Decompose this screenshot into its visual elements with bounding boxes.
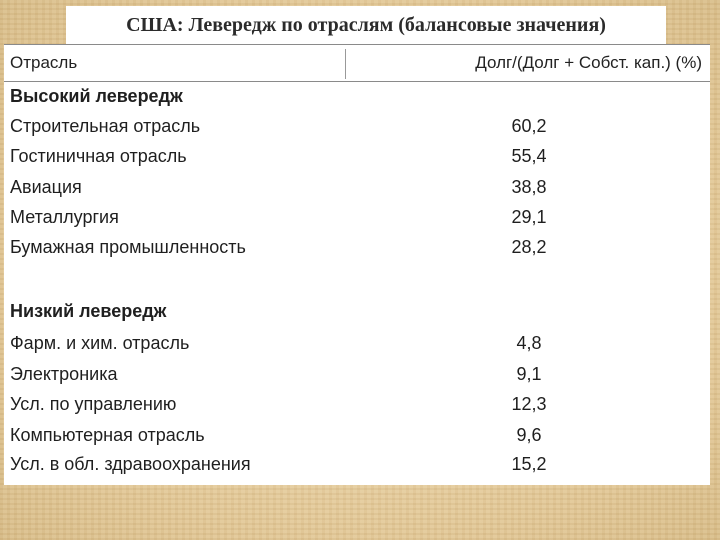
- ratio-value: 28,2: [511, 237, 547, 257]
- section-high-leverage: [4, 82, 710, 112]
- ratio-value: 4,8: [516, 333, 542, 353]
- table-row: [4, 360, 710, 390]
- industry-name: Строительная отрасль: [10, 116, 201, 136]
- slide-title-text: США: Левередж по отраслям (балансовые значения): [126, 13, 606, 36]
- ratio-value: 60,2: [511, 116, 547, 136]
- table-row: [4, 112, 710, 142]
- ratio-value: 38,8: [511, 177, 547, 197]
- header-ratio: Долг/(Долг + Собст. кап.) (%): [475, 53, 702, 72]
- ratio-value: 9,6: [516, 425, 542, 445]
- industry-name: Компьютерная отрасль: [10, 425, 205, 445]
- slide-title: [66, 6, 666, 44]
- table-row: [4, 173, 710, 203]
- table-row: [4, 233, 710, 263]
- industry-name: Усл. по управлению: [10, 394, 177, 414]
- industry-name: Электроника: [10, 364, 118, 384]
- header-industry: Отрасль: [10, 53, 78, 72]
- industry-name: Усл. в обл. здравоохранения: [10, 454, 251, 474]
- table-row: [4, 142, 710, 172]
- ratio-value: 55,4: [511, 146, 547, 166]
- industry-name: Гостиничная отрасль: [10, 146, 187, 166]
- table-row: [4, 203, 710, 233]
- industry-name: Фарм. и хим. отрасль: [10, 333, 190, 353]
- section-heading: Низкий левередж: [10, 301, 167, 321]
- table-row: [4, 450, 710, 480]
- ratio-value: 9,1: [516, 364, 542, 384]
- table-row: [4, 421, 710, 451]
- table-row: [4, 329, 710, 359]
- section-heading: Высокий левередж: [10, 86, 183, 106]
- industry-name: Металлургия: [10, 207, 119, 227]
- industry-name: Авиация: [10, 177, 82, 197]
- ratio-value: 12,3: [511, 394, 547, 414]
- ratio-value: 29,1: [511, 207, 547, 227]
- leverage-table: [4, 44, 710, 485]
- industry-name: Бумажная промышленность: [10, 237, 246, 257]
- table-header: [4, 44, 710, 82]
- section-low-leverage: [4, 297, 710, 327]
- table-row: [4, 390, 710, 420]
- ratio-value: 15,2: [511, 454, 547, 474]
- header-divider: [345, 49, 346, 79]
